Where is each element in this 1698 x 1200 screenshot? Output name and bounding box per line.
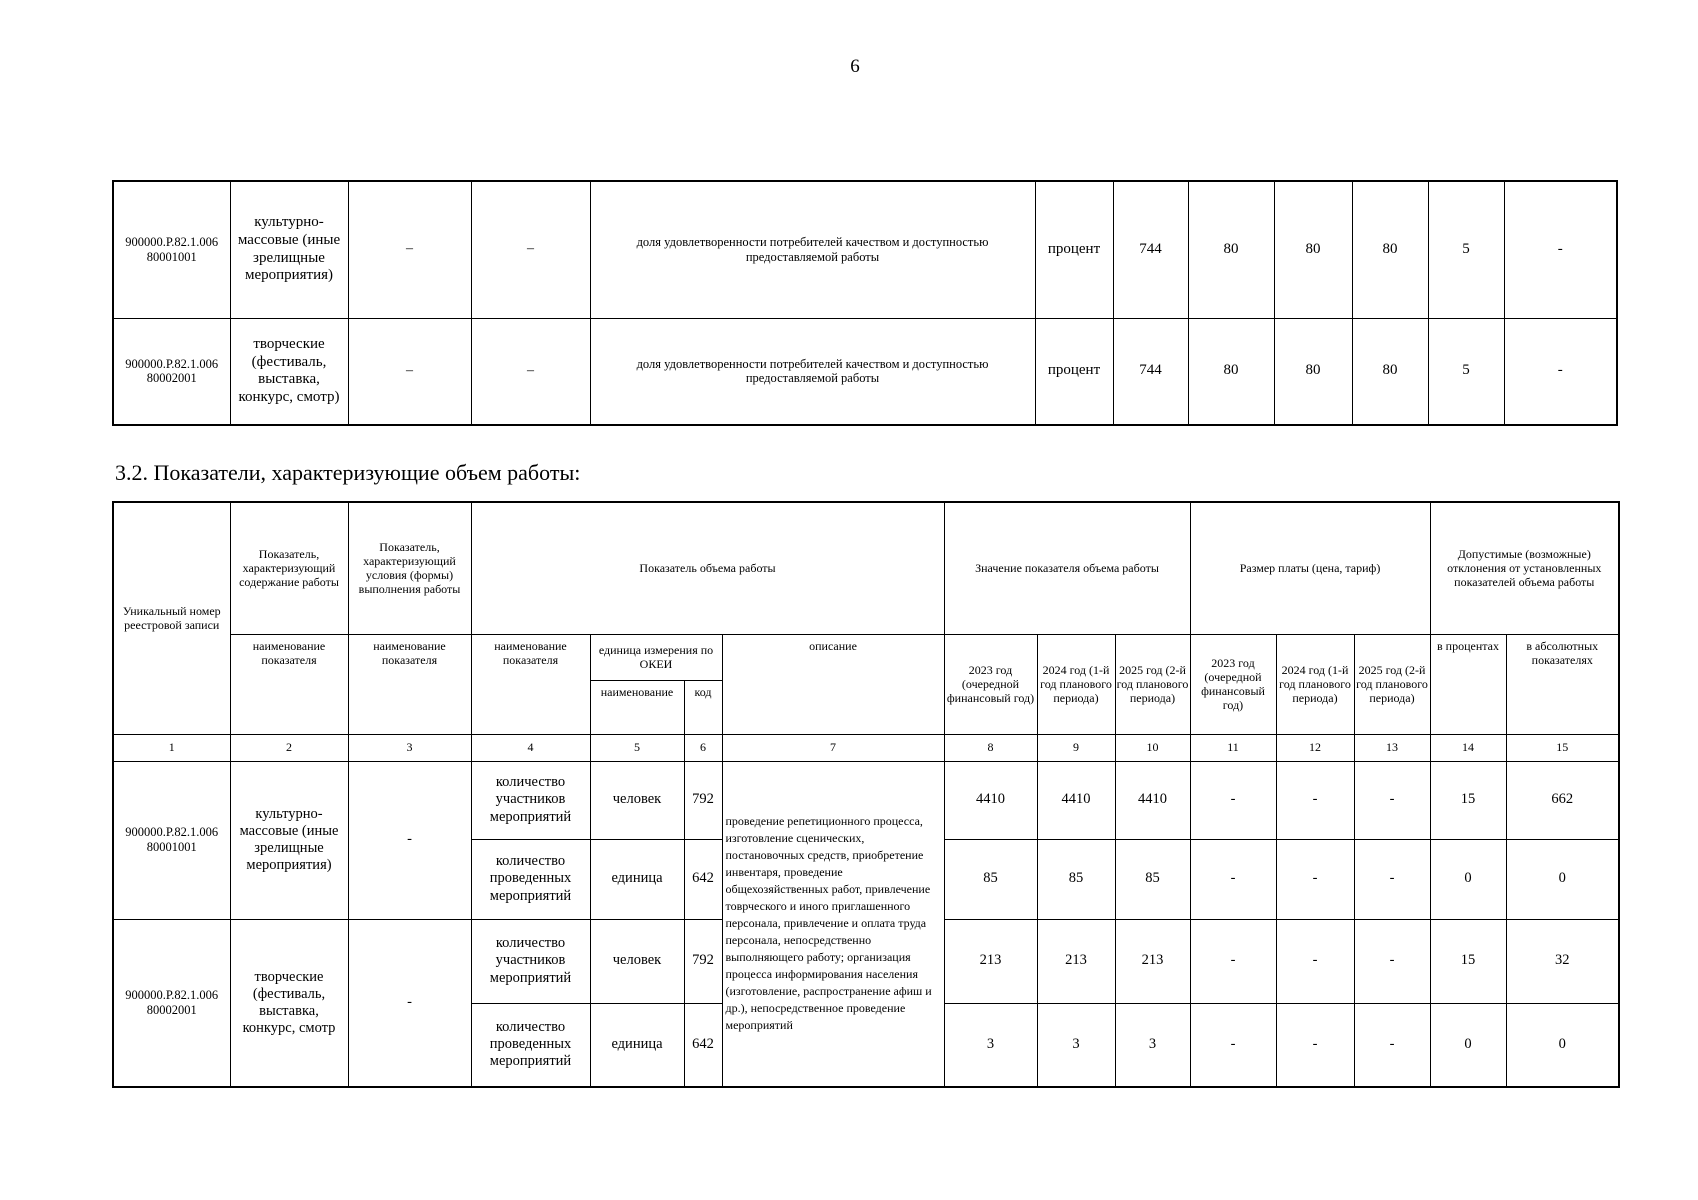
value-2023: 213 [944, 919, 1037, 1003]
value-2024: 4410 [1037, 761, 1115, 839]
header-fee-2023: 2023 год (очередной финансовый год) [1190, 634, 1276, 734]
header-in-absolute: в абсолютных показателях [1506, 634, 1619, 734]
value-2025: 4410 [1115, 761, 1190, 839]
unit-name: человек [590, 761, 684, 839]
fee-2024: - [1276, 919, 1354, 1003]
deviation-absolute: - [1504, 318, 1617, 425]
header-name-col4: наименование показателя [471, 634, 590, 734]
column-number: 2 [230, 734, 348, 761]
content-name: творческие (фестиваль, выставка, конкурс, смотр) [230, 318, 348, 425]
condition-value: – [348, 318, 471, 425]
unit-name: процент [1035, 318, 1113, 425]
condition-value: – [471, 318, 590, 425]
condition-value: - [348, 919, 471, 1087]
indicator-name: доля удовлетворенности потребителей качеством и доступностью предоставляемой работы [590, 181, 1035, 318]
registry-number: 900000.Р.82.1.006 80001001 [113, 761, 230, 919]
deviation-absolute: 32 [1506, 919, 1619, 1003]
deviation-percent: 5 [1428, 318, 1504, 425]
fee-2023: - [1190, 919, 1276, 1003]
deviation-percent: 15 [1430, 919, 1506, 1003]
header-fee-2024: 2024 год (1-й год планового периода) [1276, 634, 1354, 734]
indicator-name: количество проведенных мероприятий [471, 1003, 590, 1087]
fee-2024: - [1276, 839, 1354, 919]
column-number: 10 [1115, 734, 1190, 761]
deviation-absolute: 0 [1506, 1003, 1619, 1087]
column-number: 5 [590, 734, 684, 761]
header-2025: 2025 год (2-й год планового периода) [1115, 634, 1190, 734]
column-number: 11 [1190, 734, 1276, 761]
fee-2025: - [1354, 1003, 1430, 1087]
value-2025: 80 [1352, 318, 1428, 425]
unit-name: единица [590, 1003, 684, 1087]
page-number: 6 [850, 56, 860, 77]
fee-2025: - [1354, 919, 1430, 1003]
header-volume-indicator: Показатель объема работы [471, 502, 944, 634]
header-name-col3: наименование показателя [348, 634, 471, 734]
indicator-name: количество участников мероприятий [471, 919, 590, 1003]
value-2025: 85 [1115, 839, 1190, 919]
header-conditions-indicator: Показатель, характеризующий условия (формы) выполнения работы [348, 502, 471, 634]
value-2025: 213 [1115, 919, 1190, 1003]
volume-indicators-table [112, 501, 1620, 1088]
fee-2024: - [1276, 761, 1354, 839]
unit-code: 792 [684, 761, 722, 839]
value-2023: 80 [1188, 181, 1274, 318]
deviation-percent: 15 [1430, 761, 1506, 839]
column-numbers-row [113, 734, 1619, 761]
unit-code: 744 [1113, 181, 1188, 318]
column-number: 8 [944, 734, 1037, 761]
header-unit-okei: единица измерения по ОКЕИ [590, 634, 722, 680]
table-row [113, 181, 1617, 318]
unit-code: 744 [1113, 318, 1188, 425]
value-2024: 3 [1037, 1003, 1115, 1087]
header-unit-code: код [684, 680, 722, 734]
quality-indicators-table [112, 180, 1618, 426]
table-row [113, 318, 1617, 425]
unit-name: единица [590, 839, 684, 919]
fee-2025: - [1354, 761, 1430, 839]
value-2024: 85 [1037, 839, 1115, 919]
section-title: 3.2. Показатели, характеризующие объем работы: [115, 460, 581, 485]
column-number: 14 [1430, 734, 1506, 761]
deviation-absolute: - [1504, 181, 1617, 318]
content-name: культурно-массовые (иные зрелищные мероприятия) [230, 761, 348, 919]
fee-2023: - [1190, 839, 1276, 919]
condition-value: - [348, 761, 471, 919]
column-number: 6 [684, 734, 722, 761]
value-2024: 213 [1037, 919, 1115, 1003]
column-number: 9 [1037, 734, 1115, 761]
header-fee-2025: 2025 год (2-й год планового периода) [1354, 634, 1430, 734]
header-content-indicator: Показатель, характеризующий содержание работы [230, 502, 348, 634]
indicator-name: количество участников мероприятий [471, 761, 590, 839]
fee-2025: - [1354, 839, 1430, 919]
fee-2024: - [1276, 1003, 1354, 1087]
unit-code: 642 [684, 1003, 722, 1087]
header-2023: 2023 год (очередной финансовый год) [944, 634, 1037, 734]
value-2023: 85 [944, 839, 1037, 919]
unit-code: 642 [684, 839, 722, 919]
header-fee: Размер платы (цена, тариф) [1190, 502, 1430, 634]
column-number: 3 [348, 734, 471, 761]
registry-number: 900000.Р.82.1.006 80002001 [113, 318, 230, 425]
value-2025: 3 [1115, 1003, 1190, 1087]
content-name: культурно-массовые (иные зрелищные мероприятия) [230, 181, 348, 318]
column-number: 7 [722, 734, 944, 761]
value-2023: 80 [1188, 318, 1274, 425]
fee-2023: - [1190, 1003, 1276, 1087]
value-2024: 80 [1274, 181, 1352, 318]
header-row [113, 634, 1619, 680]
value-2024: 80 [1274, 318, 1352, 425]
column-number: 13 [1354, 734, 1430, 761]
deviation-percent: 0 [1430, 1003, 1506, 1087]
registry-number: 900000.Р.82.1.006 80002001 [113, 919, 230, 1087]
indicator-name: количество проведенных мероприятий [471, 839, 590, 919]
condition-value: – [348, 181, 471, 318]
column-number: 15 [1506, 734, 1619, 761]
deviation-absolute: 662 [1506, 761, 1619, 839]
indicator-name: доля удовлетворенности потребителей качеством и доступностью предоставляемой работы [590, 318, 1035, 425]
value-2023: 3 [944, 1003, 1037, 1087]
unit-name: процент [1035, 181, 1113, 318]
work-description: проведение репетиционного процесса, изготовление сценических, постановочных средств, приобретение инвентаря, проведение общехозяйственных работ, привлечение товрческого и иного приглашенного персонала, привлечение и оплата труда персонала, непосредственно выполняющего работу; организация процесса информирования населения (изготовление, распространение афиш и др.), непосредственное проведение мероприятий [722, 761, 944, 1087]
unit-name: человек [590, 919, 684, 1003]
column-number: 12 [1276, 734, 1354, 761]
header-unique-number: Уникальный номер реестровой записи [113, 502, 230, 734]
column-number: 1 [113, 734, 230, 761]
value-2023: 4410 [944, 761, 1037, 839]
column-number: 4 [471, 734, 590, 761]
header-unit-name: наименование [590, 680, 684, 734]
header-row [113, 502, 1619, 634]
deviation-absolute: 0 [1506, 839, 1619, 919]
header-description: описание [722, 634, 944, 734]
header-name-col2: наименование показателя [230, 634, 348, 734]
deviation-percent: 5 [1428, 181, 1504, 318]
header-in-percent: в процентах [1430, 634, 1506, 734]
unit-code: 792 [684, 919, 722, 1003]
registry-number: 900000.Р.82.1.006 80001001 [113, 181, 230, 318]
deviation-percent: 0 [1430, 839, 1506, 919]
header-deviation: Допустимые (возможные) отклонения от установленных показателей объема работы [1430, 502, 1619, 634]
table-row [113, 761, 1619, 839]
condition-value: – [471, 181, 590, 318]
value-2025: 80 [1352, 181, 1428, 318]
content-name: творческие (фестиваль, выставка, конкурс, смотр [230, 919, 348, 1087]
header-volume-value: Значение показателя объема работы [944, 502, 1190, 634]
header-2024: 2024 год (1-й год планового периода) [1037, 634, 1115, 734]
fee-2023: - [1190, 761, 1276, 839]
